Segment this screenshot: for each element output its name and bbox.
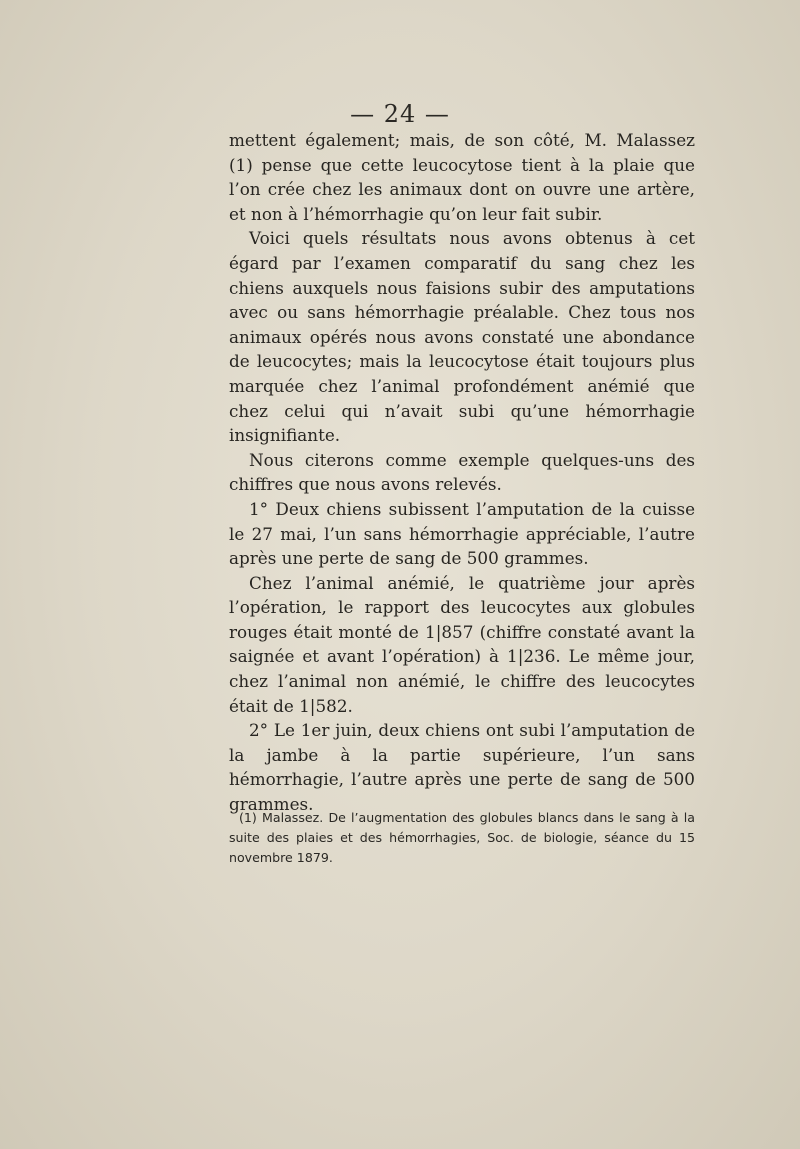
footnote bbox=[229, 808, 695, 868]
paragraph-5: Chez l’animal anémié, le quatrième jour après l’opération, le rapport des leucocytes aux globules rouges était monté de 1|857 (chiffre constaté avant la saignée et avant l’opération) à 1|236. Le même jour, chez l’animal non anémié, le chiffre des leucocytes était de 1|582. bbox=[229, 572, 695, 716]
paragraph-1: mettent également; mais, de son côté, M. Malassez (1) pense que cette leucocytose tient à la plaie que l’on crée chez les animaux dont on ouvre une artère, et non à l’hémorrhagie qu’on leur fait subir. bbox=[229, 130, 695, 224]
page-number: — 24 — bbox=[350, 100, 450, 128]
body-text bbox=[229, 128, 695, 817]
paragraph-3: Nous citerons comme exemple quelques-uns des chiffres que nous avons relevés. bbox=[229, 449, 695, 495]
paragraph-2: Voici quels résultats nous avons obtenus à cet égard par l’examen comparatif du sang chez les chiens auxquels nous faisions subir des amputations avec ou sans hémorrhagie préalable. Chez tous nos animaux opérés nous avons constaté une abondance de leucocytes; mais la leucocytose était toujours plus marquée chez l’animal profondément anémié que chez celui qui n’avait subi qu’une hémorrhagie insignifiante. bbox=[229, 228, 695, 446]
paragraph-6: 2° Le 1er juin, deux chiens ont subi l’amputation de la jambe à la partie supérieure, l’un sans hémorrhagie, l’autre après une perte de sang de 500 grammes. bbox=[229, 720, 695, 815]
footnote-text: (1) Malassez. De l’augmentation des globules blancs dans le sang à la suite des plaies et des hémorrhagies, Soc. de biologie, séance du 15 novembre 1879. bbox=[229, 810, 695, 865]
paragraph-4: 1° Deux chiens subissent l’amputation de la cuisse le 27 mai, l’un sans hémorrhagie appréciable, l’autre après une perte de sang de 500 grammes. bbox=[229, 498, 695, 569]
